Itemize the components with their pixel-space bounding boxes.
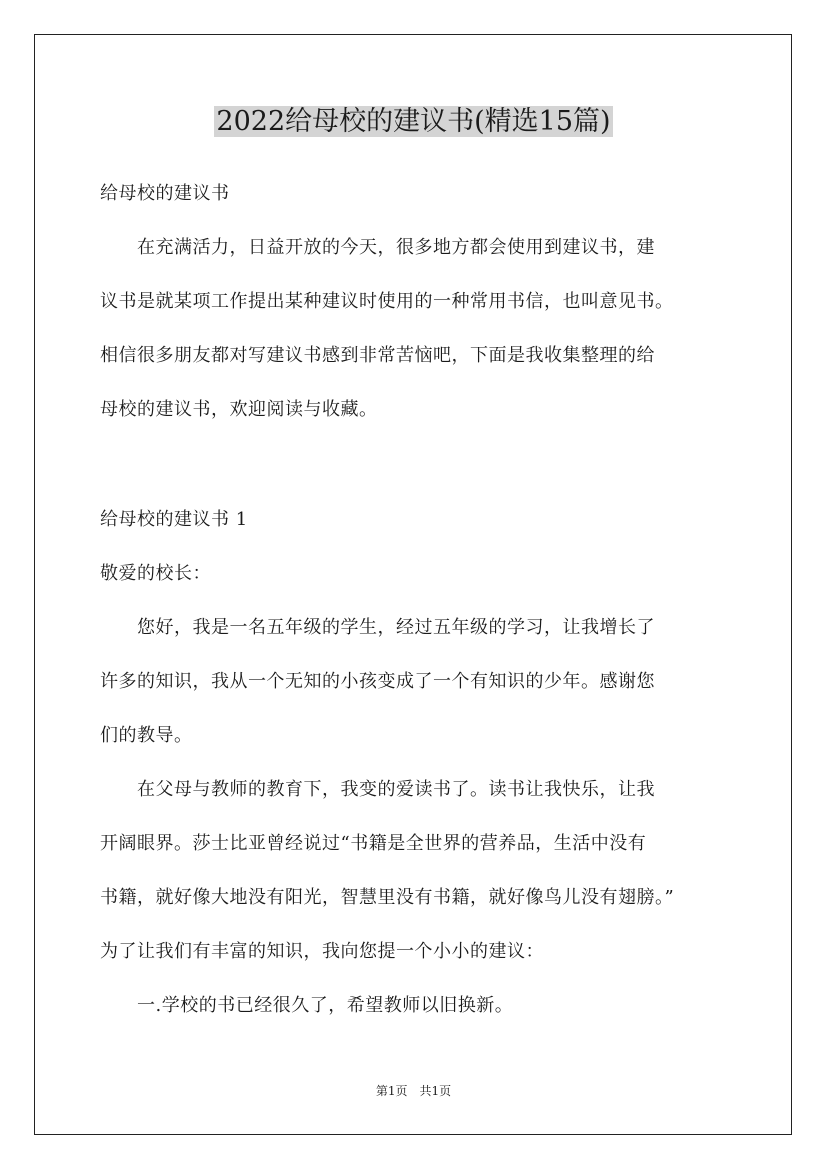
salutation: 敬爱的校长： bbox=[100, 563, 211, 584]
paragraph-line: 在充满活力，日益开放的今天，很多地方都会使用到建议书，建 bbox=[100, 237, 655, 258]
document-title bbox=[0, 104, 827, 140]
page-footer: 第1页 共1页 bbox=[375, 1084, 452, 1098]
intro-heading: 给母校的建议书 bbox=[100, 183, 230, 204]
paragraph-line: 议书是就某项工作提出某种建议时使用的一种常用书信，也叫意见书。 bbox=[100, 291, 674, 312]
paragraph-line: 在父母与教师的教育下，我变的爱读书了。读书让我快乐，让我 bbox=[100, 779, 655, 800]
paragraph-line: 为了让我们有丰富的知识，我向您提一个小小的建议： bbox=[100, 941, 544, 962]
paragraph-line: 您好，我是一名五年级的学生，经过五年级的学习，让我增长了 bbox=[100, 617, 655, 638]
paragraph-line: 许多的知识，我从一个无知的小孩变成了一个有知识的少年。感谢您 bbox=[100, 671, 655, 692]
paragraph-line: 母校的建议书，欢迎阅读与收藏。 bbox=[100, 399, 378, 420]
paragraph-line: 相信很多朋友都对写建议书感到非常苦恼吧，下面是我收集整理的给 bbox=[100, 345, 655, 366]
paragraph-line: 们的教导。 bbox=[100, 725, 193, 746]
title-text: 2022给母校的建议书(精选15篇) bbox=[216, 106, 611, 137]
paragraph-line: 一.学校的书已经很久了，希望教师以旧换新。 bbox=[100, 995, 514, 1016]
paragraph-line: 开阔眼界。莎士比亚曾经说过“书籍是全世界的营养品，生活中没有 bbox=[100, 833, 647, 854]
paragraph-line: 书籍，就好像大地没有阳光，智慧里没有书籍，就好像鸟儿没有翅膀。” bbox=[100, 887, 675, 908]
section-heading: 给母校的建议书 1 bbox=[100, 509, 248, 530]
